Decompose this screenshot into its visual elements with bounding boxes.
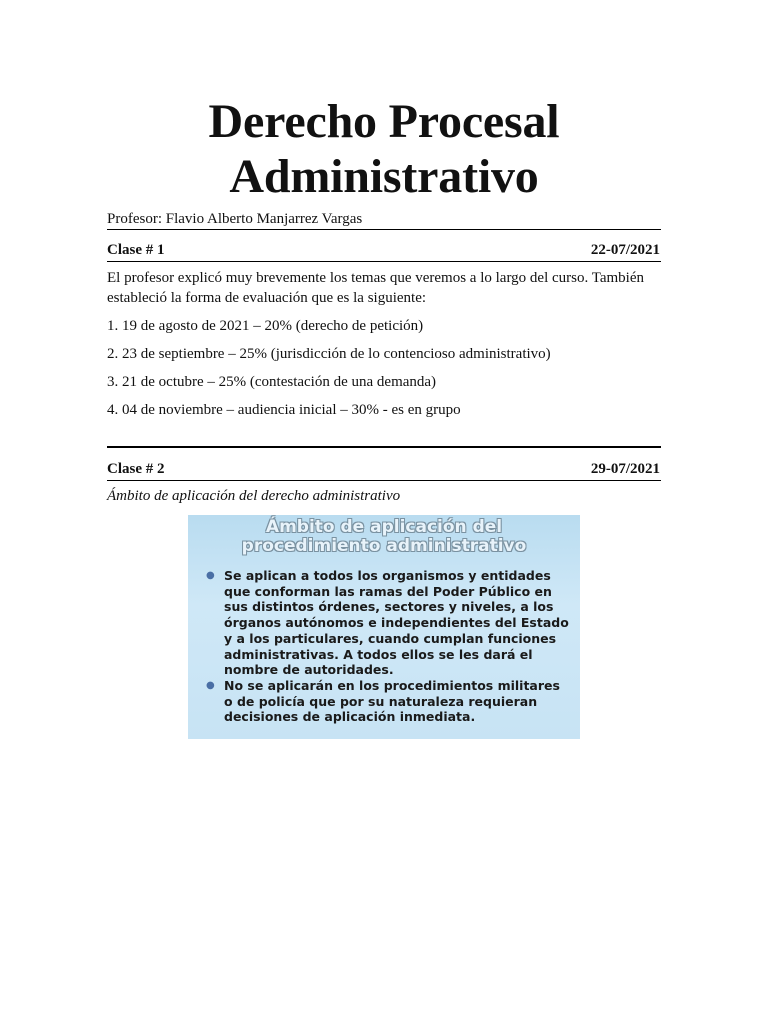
divider-professor [107, 229, 661, 230]
title-line-2: Administrativo [229, 150, 539, 203]
class-2-label: Clase # 2 [107, 461, 165, 477]
title-line-1: Derecho Procesal [208, 95, 560, 148]
class-1-paragraph: El profesor explicó muy brevemente los temas que veremos a lo largo del curso. También estableció la forma de evaluación que es la siguiente: [107, 270, 644, 306]
class-2-date: 29-07/2021 [590, 461, 660, 477]
professor-line: Profesor: Flavio Alberto Manjarrez Vargas [107, 211, 363, 227]
section-divider [107, 446, 661, 448]
slide-title [188, 518, 580, 556]
slide-title-line-2: procedimiento administrativo [241, 536, 527, 556]
slide-bullet-1-text: Se aplican a todos los organismos y entidades que conforman las ramas del Poder Público en sus distintos órdenes, sectores y niveles, a los órganos autónomos e independientes del Estado y a los particulares, cuando cumplan funciones administrativas. A todos ellos se les dará el nombre de autoridades. [224, 568, 569, 678]
evaluation-item-2: 2. 23 de septiembre – 25% (jurisdicción de lo contencioso administrativo) [107, 346, 551, 362]
slide-title-line-1: Ámbito de aplicación del [265, 517, 503, 537]
slide-image [188, 515, 580, 739]
evaluation-item-1: 1. 19 de agosto de 2021 – 20% (derecho de petición) [107, 318, 424, 334]
class-1-label: Clase # 1 [107, 242, 165, 258]
evaluation-item-3: 3. 21 de octubre – 25% (contestación de una demanda) [107, 374, 437, 390]
class-2-subtitle: Ámbito de aplicación del derecho administrativo [107, 488, 401, 504]
bullet-dot-icon: ● [206, 570, 215, 581]
slide-bullet-list [206, 568, 572, 725]
slide-bullet-1 [206, 568, 572, 678]
divider-class-1 [107, 261, 661, 262]
divider-class-2 [107, 480, 661, 481]
slide-bullet-2-text: No se aplicarán en los procedimientos militares o de policía que por su naturaleza requieran decisiones de aplicación inmediata. [224, 677, 560, 725]
bullet-dot-icon: ● [206, 679, 215, 691]
slide-bullet-2 [206, 678, 572, 725]
page-title [0, 94, 768, 204]
evaluation-item-4: 4. 04 de noviembre – audiencia inicial – 30% - es en grupo [107, 402, 461, 418]
class-2-header [107, 459, 660, 479]
class-1-header [107, 240, 660, 260]
class-1-date: 22-07/2021 [590, 242, 660, 258]
